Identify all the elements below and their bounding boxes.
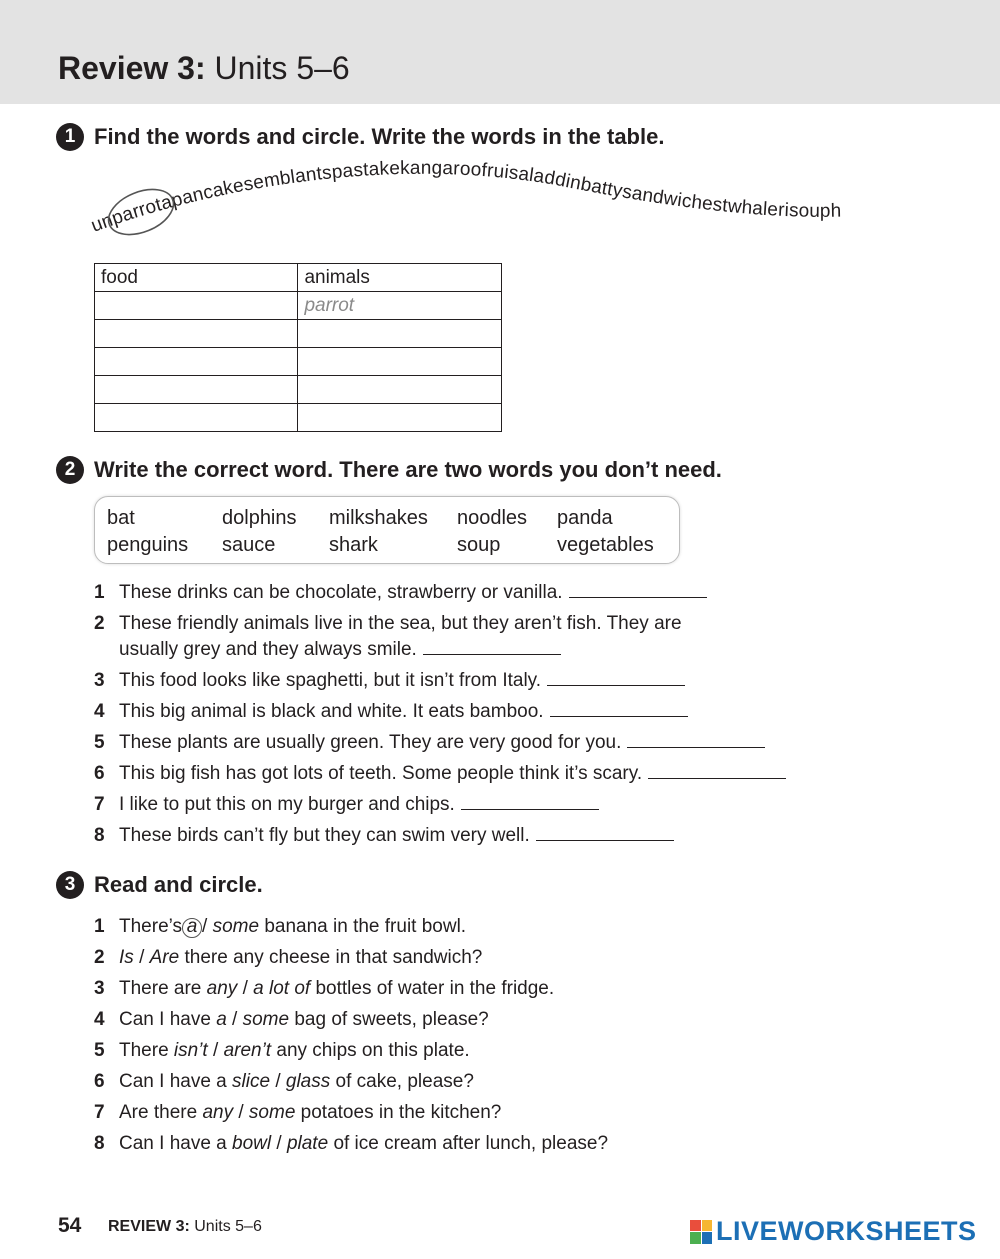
liveworksheets-logo-icon: [690, 1220, 712, 1244]
animal-cell[interactable]: [298, 404, 502, 432]
answer-blank[interactable]: [423, 637, 561, 655]
question-number: 8: [94, 825, 105, 846]
table-row: [95, 348, 502, 376]
footer-review-bold: REVIEW 3:: [108, 1218, 190, 1235]
answer-blank[interactable]: [461, 792, 599, 810]
exercise-3-number: 3: [56, 871, 84, 899]
question-pre: Are there: [119, 1102, 198, 1123]
exercise-1-heading: [56, 123, 664, 151]
option-1[interactable]: a: [216, 1009, 227, 1030]
table-row: [95, 292, 502, 320]
ex2-question: [94, 730, 765, 756]
answer-blank[interactable]: [627, 730, 765, 748]
option-2[interactable]: some: [248, 1102, 296, 1123]
ex2-question: [94, 668, 685, 694]
ex3-question: [94, 914, 466, 940]
food-cell[interactable]: [95, 292, 298, 320]
question-text: This food looks like spaghetti, but it isn’t from Italy.: [119, 670, 542, 691]
word-table: [94, 263, 502, 432]
table-header-food: food: [95, 264, 298, 292]
word-bank-item: penguins: [107, 534, 189, 556]
food-cell[interactable]: [95, 348, 298, 376]
animal-cell[interactable]: [298, 376, 502, 404]
question-number: 1: [94, 916, 105, 937]
answer-blank[interactable]: [569, 580, 707, 598]
table-header-row: [95, 264, 502, 292]
answer-blank[interactable]: [648, 761, 786, 779]
question-text: This big fish has got lots of teeth. Some people think it’s scary.: [119, 763, 643, 784]
logo-square: [702, 1220, 713, 1232]
animal-cell[interactable]: [298, 348, 502, 376]
answer-blank[interactable]: [550, 699, 688, 717]
animal-example-cell: parrot: [298, 292, 502, 320]
ex2-question: [94, 823, 674, 849]
question-pre: Can I have a: [119, 1071, 227, 1092]
question-number: 1: [94, 582, 105, 603]
question-number: 7: [94, 794, 105, 815]
question-post: banana in the fruit bowl.: [264, 916, 467, 937]
option-2[interactable]: glass: [285, 1071, 331, 1092]
question-text-continued: usually grey and they always smile.: [119, 639, 417, 660]
option-2[interactable]: some: [212, 916, 260, 937]
question-number: 3: [94, 978, 105, 999]
ex2-question: [94, 580, 707, 606]
question-pre: There’s: [119, 916, 183, 937]
question-number: 2: [94, 947, 105, 968]
question-number: 7: [94, 1102, 105, 1123]
question-number: 2: [94, 613, 105, 634]
ex2-question: [94, 761, 786, 787]
page-title-bold: Review 3:: [58, 50, 206, 86]
question-text: These plants are usually green. They are very good for you.: [119, 732, 622, 753]
exercise-3-instruction: Read and circle.: [94, 872, 263, 897]
option-2[interactable]: some: [242, 1009, 290, 1030]
question-text: These friendly animals live in the sea, but they aren’t fish. They are: [119, 613, 682, 634]
exercise-2-number: 2: [56, 456, 84, 484]
question-text: These drinks can be chocolate, strawberry or vanilla.: [119, 582, 563, 603]
question-post: bag of sweets, please?: [294, 1009, 489, 1030]
question-number: 4: [94, 701, 105, 722]
option-2[interactable]: plate: [286, 1133, 329, 1154]
ex3-question: [94, 945, 482, 971]
question-number: 6: [94, 1071, 105, 1092]
food-cell[interactable]: [95, 376, 298, 404]
word-bank-item: shark: [329, 534, 378, 556]
animal-cell[interactable]: [298, 320, 502, 348]
ex3-question: [94, 1069, 474, 1095]
option-sep: /: [238, 1102, 244, 1123]
page-title-rest: Units 5–6: [205, 50, 350, 86]
option-1[interactable]: any: [202, 1102, 234, 1123]
word-bank-item: sauce: [222, 534, 276, 556]
word-bank-item: dolphins: [222, 507, 297, 529]
option-1[interactable]: bowl: [232, 1133, 272, 1154]
option-1[interactable]: any: [206, 978, 238, 999]
word-bank-item: panda: [557, 507, 613, 529]
table-row: [95, 376, 502, 404]
liveworksheets-text: LIVEWORKSHEETS: [716, 1216, 977, 1246]
question-post: there any cheese in that sandwich?: [184, 947, 483, 968]
question-text: These birds can’t fly but they can swim very well.: [119, 825, 530, 846]
liveworksheets-brand: [690, 1216, 977, 1247]
option-sep: /: [276, 1133, 282, 1154]
option-sep: /: [232, 1009, 238, 1030]
exercise-2-instruction: Write the correct word. There are two words you don’t need.: [94, 457, 722, 482]
option-sep: /: [139, 947, 145, 968]
footer-review-label: [108, 1218, 262, 1236]
option-1-circled[interactable]: a: [182, 918, 202, 938]
word-bank-item: milkshakes: [329, 507, 428, 529]
question-pre: Can I have: [119, 1009, 211, 1030]
exercise-2-heading: [56, 456, 722, 484]
exercise-1-number: 1: [56, 123, 84, 151]
question-number: 5: [94, 1040, 105, 1061]
option-1[interactable]: isn’t: [173, 1040, 208, 1061]
logo-square: [690, 1220, 701, 1232]
option-1[interactable]: slice: [232, 1071, 271, 1092]
question-number: 3: [94, 670, 105, 691]
option-sep: /: [202, 916, 208, 937]
exercise-3-heading: [56, 871, 263, 899]
question-post: of cake, please?: [335, 1071, 474, 1092]
word-bank-item: soup: [457, 534, 501, 556]
table-header-animals: animals: [298, 264, 502, 292]
question-pre: Can I have a: [119, 1133, 227, 1154]
question-post: any chips on this plate.: [276, 1040, 470, 1061]
svg-text:unparrotapancakesemblantspasta: [88, 160, 841, 237]
table-row: [95, 404, 502, 432]
page-number: 54: [58, 1214, 82, 1237]
question-number: 5: [94, 732, 105, 753]
word-snake: [86, 160, 966, 260]
ex2-question: [94, 699, 688, 725]
page-title: [58, 48, 350, 88]
word-bank: [94, 496, 680, 564]
question-post: of ice cream after lunch, please?: [333, 1133, 609, 1154]
ex2-question: [94, 611, 682, 663]
word-bank-item: vegetables: [557, 534, 654, 556]
word-bank-item: bat: [107, 507, 135, 529]
question-post: bottles of water in the fridge.: [315, 978, 555, 999]
answer-blank[interactable]: [547, 668, 685, 686]
ex3-question: [94, 976, 554, 1002]
ex3-question: [94, 1007, 489, 1033]
question-number: 4: [94, 1009, 105, 1030]
ex2-question: [94, 792, 599, 818]
question-number: 6: [94, 763, 105, 784]
word-bank-item: noodles: [457, 507, 528, 529]
option-2[interactable]: aren’t: [223, 1040, 272, 1061]
logo-square: [702, 1232, 713, 1244]
option-2[interactable]: a lot of: [253, 978, 311, 999]
question-text: I like to put this on my burger and chips.: [119, 794, 455, 815]
ex3-question: [94, 1038, 470, 1064]
question-pre: There are: [119, 978, 202, 999]
food-cell[interactable]: [95, 320, 298, 348]
food-cell[interactable]: [95, 404, 298, 432]
logo-square: [690, 1232, 701, 1244]
table-row: [95, 320, 502, 348]
page-header: [0, 0, 1000, 104]
ex3-question: [94, 1100, 501, 1126]
option-1[interactable]: Is: [119, 947, 134, 968]
option-sep: /: [242, 978, 248, 999]
question-pre: There: [119, 1040, 169, 1061]
word-snake-text: unparrotapancakesemblantspastakekangaroofruisaladdinbattysandwichestwhalerisouph: [88, 160, 842, 237]
answer-blank[interactable]: [536, 823, 674, 841]
question-text: This big animal is black and white. It eats bamboo.: [119, 701, 544, 722]
question-number: 8: [94, 1133, 105, 1154]
option-2[interactable]: Are: [149, 947, 180, 968]
option-sep: /: [275, 1071, 281, 1092]
footer-review-rest: Units 5–6: [189, 1218, 262, 1235]
exercise-1-instruction: Find the words and circle. Write the words in the table.: [94, 124, 665, 149]
option-sep: /: [213, 1040, 219, 1061]
question-post: potatoes in the kitchen?: [300, 1102, 502, 1123]
ex3-question: [94, 1131, 608, 1157]
